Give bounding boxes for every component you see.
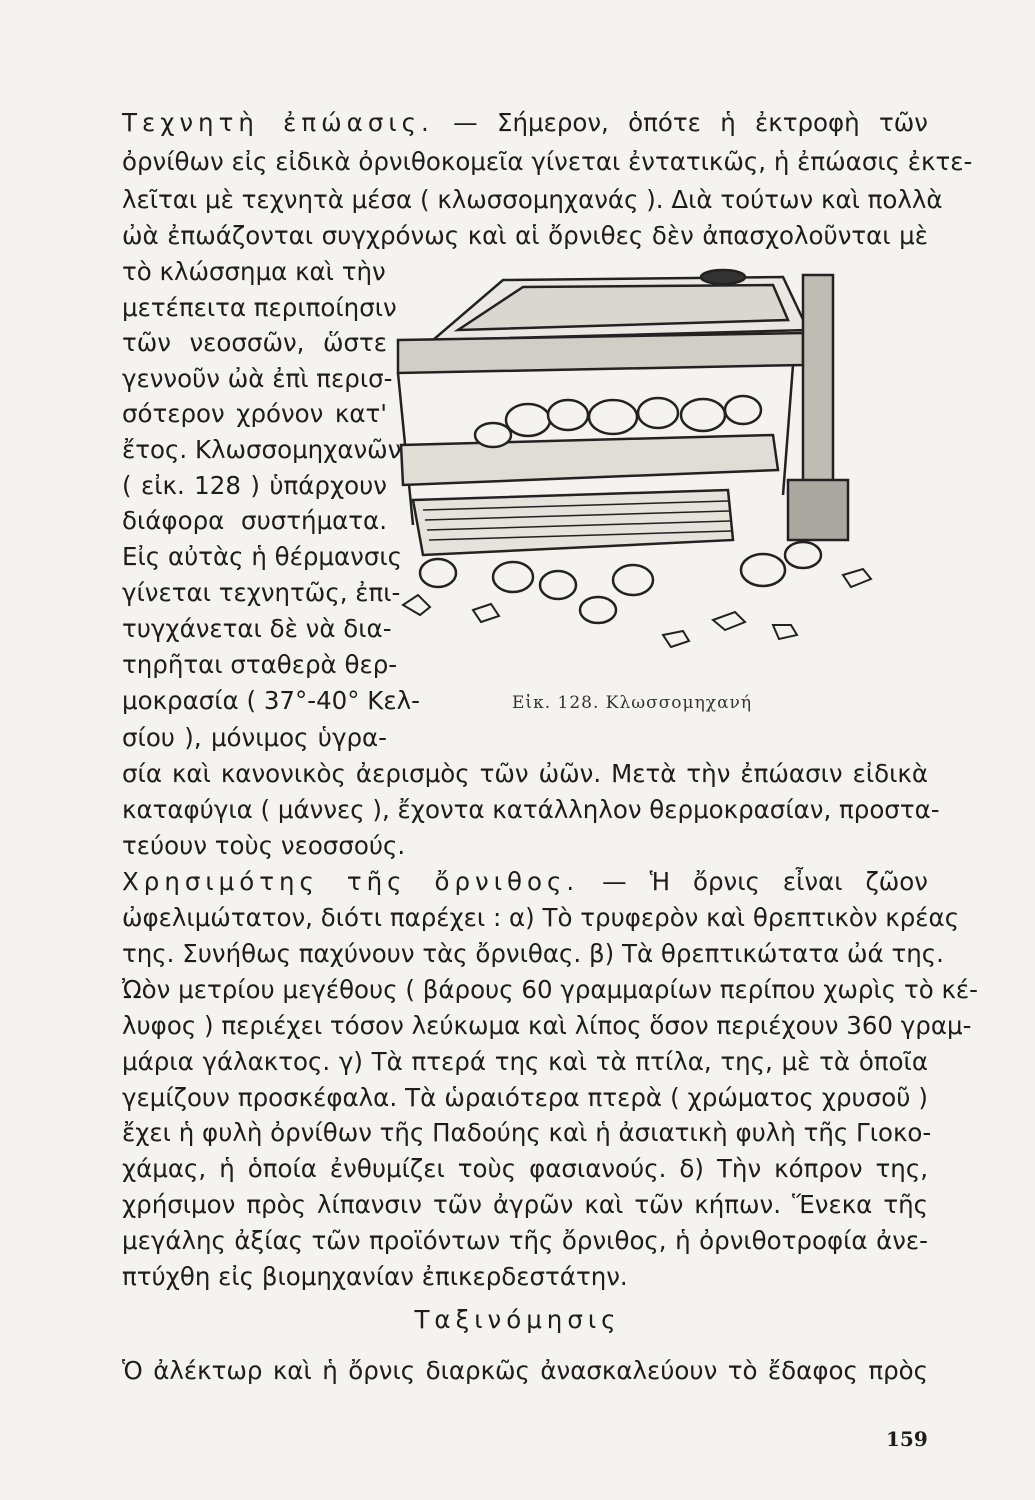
paragraph-2-line-7: γεμίζουν προσκέφαλα. Τὰ ὡραιότερα πτερὰ ( χρώματος χρυσοῦ ) <box>122 1083 928 1112</box>
paragraph-1-line-15: τυγχάνεται δὲ νὰ δια- <box>122 614 392 643</box>
paragraph-1-heading: Τεχνητὴ ἐπώασις. <box>122 108 434 137</box>
paragraph-2-line-12: πτύχθη εἰς βιομηχανίαν ἐπικερδεστάτην. <box>122 1262 628 1291</box>
paragraph-2-line-1-text: — Ἡ ὄρνις εἶναι ζῶον <box>579 867 928 896</box>
section-first-line: Ὁ ἀλέκτωρ καὶ ἡ ὄρνις διαρκῶς ἀνασκαλεύουν τὸ ἔδαφος πρὸς <box>122 1356 928 1385</box>
paragraph-1-line-16: τηρῆται σταθερὰ θερ- <box>122 650 398 679</box>
paragraph-2-line-8: ἔχει ἡ φυλὴ ὀρνίθων τῆς Παδούης καὶ ἡ ἀσιατικὴ φυλὴ τῆς Γιοκο- <box>122 1118 932 1147</box>
paragraph-1-line-21: τεύουν τοὺς νεοσσούς. <box>122 831 406 860</box>
paragraph-1-line-3: λεῖται μὲ τεχνητὰ μέσα ( κλωσσομηχανάς ). Διὰ τούτων καὶ πολλὰ <box>122 185 943 214</box>
paragraph-2-line-9: χάμας, ἡ ὁποία ἐνθυμίζει τοὺς φασιανούς. δ) Τὴν κόπρον της, <box>122 1154 928 1183</box>
paragraph-1-line-13: Εἰς αὐτὰς ἡ θέρμανσις <box>122 542 403 571</box>
section-heading: Ταξινόμησις <box>414 1305 621 1334</box>
paragraph-1-line-6: μετέπειτα περιποίησιν <box>122 293 397 322</box>
paragraph-1-line-8: γεννοῦν ὠὰ ἐπὶ περισ- <box>122 364 393 393</box>
paragraph-2-line-10: χρήσιμον πρὸς λίπανσιν τῶν ἀγρῶν καὶ τῶν κήπων. Ἕνεκα τῆς <box>122 1190 928 1219</box>
paragraph-1-line-12: διάφορα συστήματα. <box>122 506 387 535</box>
paragraph-1-line-17: μοκρασία ( 37°-40° Κελ- <box>122 686 420 715</box>
paragraph-2-heading: Χρησιμότης τῆς ὄρνιθος. <box>122 867 580 896</box>
paragraph-2-line-6: μάρια γάλακτος. γ) Τὰ πτερά της καὶ τὰ πτίλα, της, μὲ τὰ ὁποῖα <box>122 1047 928 1076</box>
paragraph-2-line-4: Ὠὸν μετρίου μεγέθους ( βάρους 60 γραμμαρίων περίπου χωρὶς τὸ κέ- <box>122 975 978 1004</box>
paragraph-2-line-2: ὠφελιμώτατον, διότι παρέχει : α) Τὸ τρυφερὸν καὶ θρεπτικὸν κρέας <box>122 903 960 932</box>
paragraph-2-line-3: της. Συνήθως παχύνουν τὰς ὄρνιθας. β) Τὰ θρεπτικώτατα ὠά της. <box>122 939 944 968</box>
paragraph-1-line-4: ὠὰ ἐπωάζονται συγχρόνως καὶ αἱ ὄρνιθες δὲν ἀπασχολοῦνται μὲ <box>122 221 928 250</box>
paragraph-1-line-1-text: — Σήμερον, ὁπότε ἡ ἐκτροφὴ τῶν <box>433 108 928 137</box>
paragraph-1-line-5: τὸ κλώσσημα καὶ τὴν <box>122 257 386 286</box>
figure-caption: Εἰκ. 128. Κλωσσομηχανή <box>512 693 753 713</box>
paragraph-1-line-11: ( εἰκ. 128 ) ὑπάρχουν <box>122 471 387 500</box>
paragraph-1-line-7: τῶν νεοσσῶν, ὥστε <box>122 328 387 357</box>
paragraph-1-line-19: σία καὶ κανονικὸς ἀερισμὸς τῶν ὠῶν. Μετὰ τὴν ἐπώασιν εἰδικὰ <box>122 759 928 788</box>
paragraph-1-line-18: σίου ), μόνιμος ὑγρα- <box>122 723 387 752</box>
page-number: 159 <box>886 1427 928 1451</box>
paragraph-1-line-20: καταφύγια ( μάννες ), ἔχοντα κατάλληλον θερμοκρασίαν, προστα- <box>122 795 940 824</box>
paragraph-1-line-1 <box>122 107 928 139</box>
incubator-illustration <box>383 255 928 695</box>
paragraph-2-line-11: μεγάλης ἀξίας τῶν προϊόντων τῆς ὄρνιθος, ἡ ὀρνιθοτροφία ἀνε- <box>122 1226 928 1255</box>
paragraph-1-line-9: σότερον χρόνον κατ' <box>122 399 387 428</box>
paragraph-1-line-2: ὀρνίθων εἰς εἰδικὰ ὀρνιθοκομεῖα γίνεται ἐντατικῶς, ἡ ἐπώασις ἐκτε- <box>122 147 973 176</box>
paragraph-2-line-5: λυφος ) περιέχει τόσον λεύκωμα καὶ λίπος ὅσον περιέχουν 360 γραμ- <box>122 1011 972 1040</box>
paragraph-1-line-10: ἔτος. Κλωσσομηχανῶν <box>122 435 402 464</box>
paragraph-1-line-14: γίνεται τεχνητῶς, ἐπι- <box>122 578 401 607</box>
paragraph-2-line-1 <box>122 866 928 898</box>
